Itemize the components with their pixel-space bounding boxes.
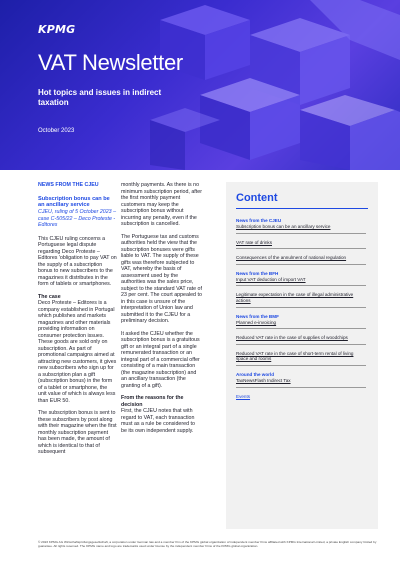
toc-item: [236, 289, 366, 307]
toc-item: [236, 252, 366, 265]
toc-section: News from the BFH: [236, 270, 279, 276]
toc-link[interactable]: Legitimate expectation in the case of illegal administrative actions: [236, 292, 354, 303]
article-title: Subscription bonus can be an ancillary service: [38, 195, 110, 209]
issue-date: October 2023: [38, 128, 75, 134]
article-paragraph: First, the CJEU notes that with regard to VAT, each transaction must as a rule be considered to be its own independent supply.: [121, 408, 195, 434]
toc-link[interactable]: VAT rate of drinks: [236, 239, 272, 245]
newsletter-subtitle: Hot topics and issues in indirect taxation: [38, 88, 162, 107]
article-paragraph: It asked the CJEU whether the subscription bonus is a gratuitous gift or an integral part of a single remunerated transaction or an integral part of a commercial offer consisting of a main transaction (the magazine subscription) and an ancillary transaction (the granting of a gift).: [121, 330, 200, 389]
kpmg-logo: KPMG: [38, 23, 76, 36]
toc-item: [236, 268, 366, 287]
toc-link[interactable]: TaxNewsFlash Indirect Tax: [236, 377, 291, 383]
toc-item: [236, 348, 366, 366]
reasons-heading: From the reasons for the decision: [121, 395, 184, 408]
content-divider: [236, 208, 368, 209]
content-sidebar: [226, 182, 378, 529]
article-column-2: [121, 182, 202, 440]
toc-item: [236, 215, 366, 234]
case-heading: The case: [38, 293, 61, 300]
toc-section: News from the BMF: [236, 313, 279, 319]
article-paragraph: monthly payments. As there is no minimum subscription period, after the first monthly payment customers may keep the subscription bonus without incurring any penalty, even if the subscription is cancelled.: [121, 182, 202, 227]
toc-item: [236, 369, 366, 388]
toc-item: [236, 311, 366, 330]
article-paragraph: Deco Proteste – Editores is a company established in Portugal which publishes and markets magazines and other materials providing information on consumer protection issues. These goods are sold only on subscription. As part of promotional campaigns aimed at attracting new customers, it gives new subscribers who sign up for a subscription plan a gift (subscription bonus) in the form of a tablet or smartphone, the unit value of which is always less than EUR 50.: [38, 300, 117, 404]
section-label: NEWS FROM THE CJEU: [38, 182, 99, 188]
content-heading: Content: [236, 192, 278, 204]
toc-link[interactable]: Consequences of the annulment of national regulation: [236, 255, 347, 261]
header-banner: [0, 0, 400, 170]
legal-footer: © 2023 KPMG AG Wirtschaftsprüfungsgesellschaft, a corporation under German law and a member firm of the KPMG global organization of independent member firms affiliated with KPMG International Limited, a private English company limited by guarantee. All rights reserved. The KPMG name and logo are trademarks used under license by the independent member firms of the KPMG global organization.: [38, 540, 377, 548]
toc-item: [236, 391, 366, 403]
toc-item: [236, 237, 366, 250]
article-subtitle: CJEU, ruling of 5 October 2023 – case C-505/22 – Deco Proteste - Editores: [38, 209, 117, 229]
content-list: [236, 215, 366, 406]
toc-link[interactable]: Planned e-invoicing: [236, 319, 277, 325]
toc-link[interactable]: Subscription bonus can be an ancillary service: [236, 224, 331, 229]
toc-link[interactable]: Reduced VAT rate in the case of short-term rental of living space and rooms: [236, 350, 354, 362]
article-paragraph: This CJEU ruling concerns a Portuguese legal dispute regarding Deco Proteste – Editores 'obligation to pay VAT on the supply of a subscription bonus to new subscribers to the magazines it distributes in the form of tablets or smartphones.: [38, 235, 117, 288]
toc-link[interactable]: Input VAT deduction of import VAT: [236, 276, 306, 282]
toc-item: [236, 332, 366, 345]
toc-section: News from the CJEU: [236, 218, 282, 223]
newsletter-title: VAT Newsletter: [38, 50, 183, 75]
article-column-1: [38, 182, 117, 462]
article-paragraph: The subscription bonus is sent to these subscribers by post along with their magazine when the first monthly subscription payment has been made, the amount of which is identical to that of subsequent: [38, 410, 117, 456]
toc-link[interactable]: Reduced VAT rate in the case of supplies of woodchips: [236, 335, 348, 341]
article-paragraph: The Portuguese tax and customs authorities held the view that the subscription bonuses were gifts liable to VAT. The supply of these gifts was therefore subjected to VAT, whereby the basis of assessment used by the authorities was the sales price, subject to the standard VAT rate of 23 per cent. The court appealed to in this case is unsure of the interpretation of Union law and submitted it to the CJEU for a preliminary decision.: [121, 233, 202, 324]
toc-section: Around the world: [236, 371, 275, 377]
events-link[interactable]: Events: [236, 393, 251, 399]
